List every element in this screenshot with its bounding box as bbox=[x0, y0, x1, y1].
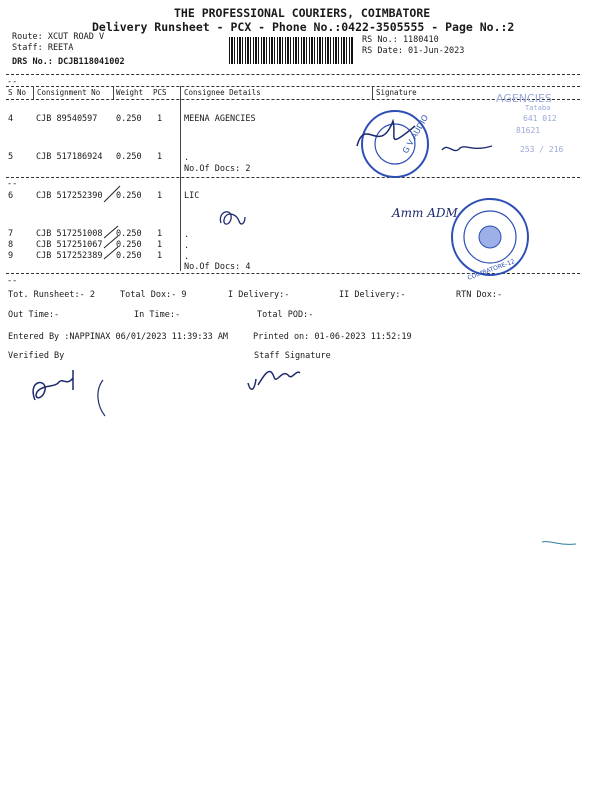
col-signature: Signature bbox=[376, 88, 417, 97]
runsheet-subtitle: Delivery Runsheet - PCX - Phone No.:0422-3505555 - Page No.:2 bbox=[92, 20, 515, 34]
row-details: . bbox=[184, 252, 190, 262]
in-time: In Time:- bbox=[134, 310, 181, 320]
route-label: Route: XCUT ROAD V bbox=[12, 32, 105, 42]
row-details: LIC bbox=[184, 191, 200, 201]
row-details: MEENA AGENCIES bbox=[184, 114, 256, 124]
row-sno: 7 bbox=[8, 229, 14, 239]
row-weight: 0.250 bbox=[116, 191, 142, 201]
out-time: Out Time:- bbox=[8, 310, 60, 320]
entered-by: Entered By :NAPPINAX 06/01/2023 11:39:33 AM bbox=[8, 332, 229, 342]
ii-delivery: II Delivery:- bbox=[339, 290, 406, 300]
rs-number: RS No.: 1180410 bbox=[362, 35, 439, 45]
staff-signature bbox=[240, 355, 310, 400]
row-sno: 8 bbox=[8, 240, 14, 250]
row-details: . bbox=[184, 153, 190, 163]
rs-date: RS Date: 01-Jun-2023 bbox=[362, 46, 465, 56]
total-pod: Total POD:- bbox=[257, 310, 314, 320]
row-pcs: 1 bbox=[157, 251, 163, 261]
row-weight: 0.250 bbox=[116, 240, 142, 250]
row-sno: 5 bbox=[8, 152, 14, 162]
row-consignment: CJB 517251008 bbox=[36, 229, 103, 239]
row-sno: 9 bbox=[8, 251, 14, 261]
row-weight: 0.250 bbox=[116, 114, 142, 124]
col-consignee: Consignee Details bbox=[184, 88, 261, 97]
row-weight: 0.250 bbox=[116, 152, 142, 162]
total-dox: Total Dox:- 9 bbox=[120, 290, 187, 300]
company-title: THE PROFESSIONAL COURIERS, COIMBATORE bbox=[174, 6, 431, 20]
printed-on: Printed on: 01-06-2023 11:52:19 bbox=[253, 332, 412, 342]
drs-number: DRS No.: DCJB118041002 bbox=[12, 57, 125, 67]
row-weight: 0.250 bbox=[116, 229, 142, 239]
row-sno: 4 bbox=[8, 114, 14, 124]
agencies-stamp-line: Tataba bbox=[525, 104, 551, 112]
staff-label: Staff: REETA bbox=[12, 43, 74, 53]
row-weight: 0.250 bbox=[116, 251, 142, 261]
total-runsheet: Tot. Runsheet:- 2 bbox=[8, 290, 95, 300]
divider-marks: -- bbox=[7, 276, 18, 286]
divider-marks: -- bbox=[7, 179, 18, 189]
signature-scribble bbox=[440, 140, 500, 160]
lic-stamp bbox=[447, 192, 537, 284]
agencies-stamp-line: 81621 bbox=[516, 126, 541, 135]
row-consignment: CJB 517252390 bbox=[36, 191, 103, 201]
stray-mark bbox=[540, 536, 580, 550]
row-consignment: CJB 517252389 bbox=[36, 251, 103, 261]
divider-marks: -- bbox=[7, 77, 18, 87]
row-docs: No.Of Docs: 4 bbox=[184, 262, 251, 272]
row-pcs: 1 bbox=[157, 114, 163, 124]
lic-stamp-text: COIMBATORE-12 bbox=[466, 258, 516, 282]
col-sno: S No bbox=[8, 88, 27, 97]
row-sno: 6 bbox=[8, 191, 14, 201]
agencies-stamp-line: 641 012 bbox=[523, 114, 557, 123]
row-consignment: CJB 517251067 bbox=[36, 240, 103, 250]
round-stamp-text: G V AUDIO bbox=[400, 113, 431, 155]
row-docs: No.Of Docs: 2 bbox=[184, 164, 251, 174]
row-details: . bbox=[184, 241, 190, 251]
adm-handwriting: Amm ADM bbox=[392, 206, 458, 220]
col-weight: Weight bbox=[116, 88, 144, 97]
agencies-stamp-line: 253 / 216 bbox=[520, 145, 564, 154]
verifier-signature bbox=[25, 360, 115, 420]
row-consignment: CJB 517186924 bbox=[36, 152, 103, 162]
row-pcs: 1 bbox=[157, 240, 163, 250]
agencies-stamp: AGENCIES bbox=[496, 92, 552, 105]
row-consignment: CJB 89540597 bbox=[36, 114, 98, 124]
round-stamp bbox=[355, 106, 445, 196]
staff-signature-label: Staff Signature bbox=[254, 351, 331, 361]
row-pcs: 1 bbox=[157, 229, 163, 239]
row-details: . bbox=[184, 230, 190, 240]
row-pcs: 1 bbox=[157, 191, 163, 201]
rtn-dox: RTN Dox:- bbox=[456, 290, 503, 300]
verified-by: Verified By bbox=[8, 351, 65, 361]
i-delivery: I Delivery:- bbox=[228, 290, 290, 300]
col-pcs: PCS bbox=[153, 88, 167, 97]
col-consignment: Consignment No bbox=[37, 88, 101, 97]
row-pcs: 1 bbox=[157, 152, 163, 162]
lic-signature bbox=[215, 205, 255, 235]
